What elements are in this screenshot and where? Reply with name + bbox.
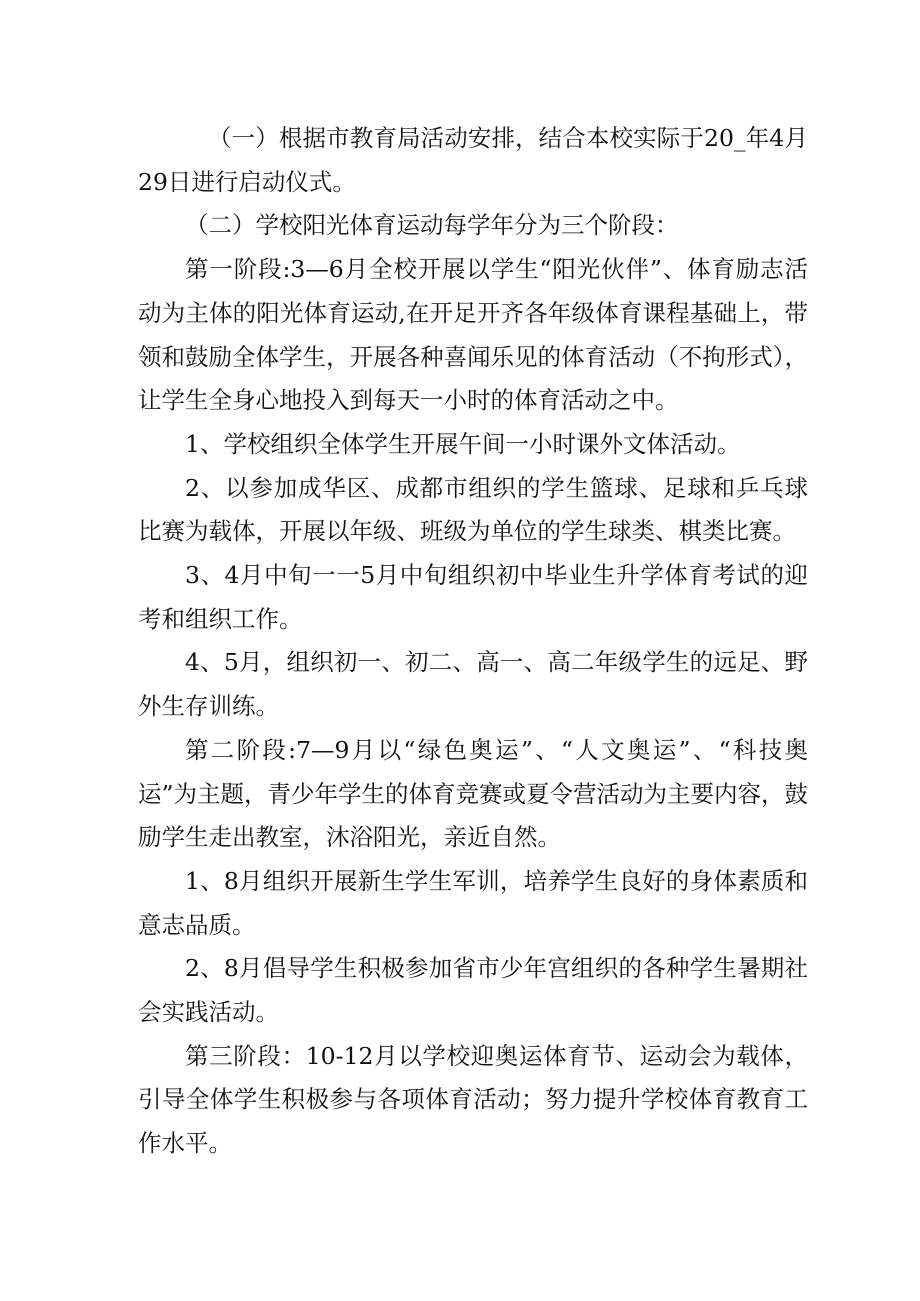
paragraph-stage-two: 第二阶段:7—9月以“绿色奥运”、“人文奥运”、“科技奥运”为主题，青少年学生的体育竞赛或夏令营活动为主要内容，鼓励学生走出教室，沐浴阳光，亲近自然。 — [138, 735, 809, 852]
paragraph-stage-one-item-1: 1、学校组织全体学生开展午间一小时课外文体活动。 — [185, 429, 741, 458]
paragraph-stage-two-item-2: 2、8月倡导学生积极参加省市少年宫组织的各种学生暑期社会实践活动。 — [138, 954, 808, 1027]
paragraph-stage-one: 第一阶段:3—6月全校开展以学生“阳光伙伴”、体育励志活动为主体的阳光体育运动,在开足开齐各年级体育课程基础上，带领和鼓励全体学生，开展各种喜闻乐见的体育活动（不拘形式），让学生全身心地投入到每天一小时的体育活动之中。 — [138, 255, 808, 415]
paragraph-launch-ceremony: （一）根据市教育局活动安排，结合本校实际于20_年4月29日进行启动仪式。 — [138, 124, 808, 196]
document-body — [138, 117, 808, 1166]
paragraph-stage-one-item-2: 2、以参加成华区、成都市组织的学生篮球、足球和乒乓球比赛为载体，开展以年级、班级为单位的学生球类、棋类比赛。 — [138, 473, 808, 546]
paragraph-stage-one-item-4: 4、5月，组织初一、初二、高一、高二年级学生的远足、野外生存训练。 — [138, 648, 808, 721]
paragraph-stage-one-item-3: 3、4月中旬一一5月中旬组织初中毕业生升学体育考试的迎考和组织工作。 — [138, 561, 808, 633]
paragraph-three-stages: （二）学校阳光体育运动每学年分为三个阶段： — [185, 211, 679, 240]
paragraph-stage-two-item-1: 1、8月组织开展新生学生军训，培养学生良好的身体素质和意志品质。 — [138, 866, 808, 939]
paragraph-stage-three: 第三阶段：10-12月以学校迎奥运体育节、运动会为载体，引导全体学生积极参与各项体育活动；努力提升学校体育教育工作水平。 — [138, 1041, 808, 1158]
